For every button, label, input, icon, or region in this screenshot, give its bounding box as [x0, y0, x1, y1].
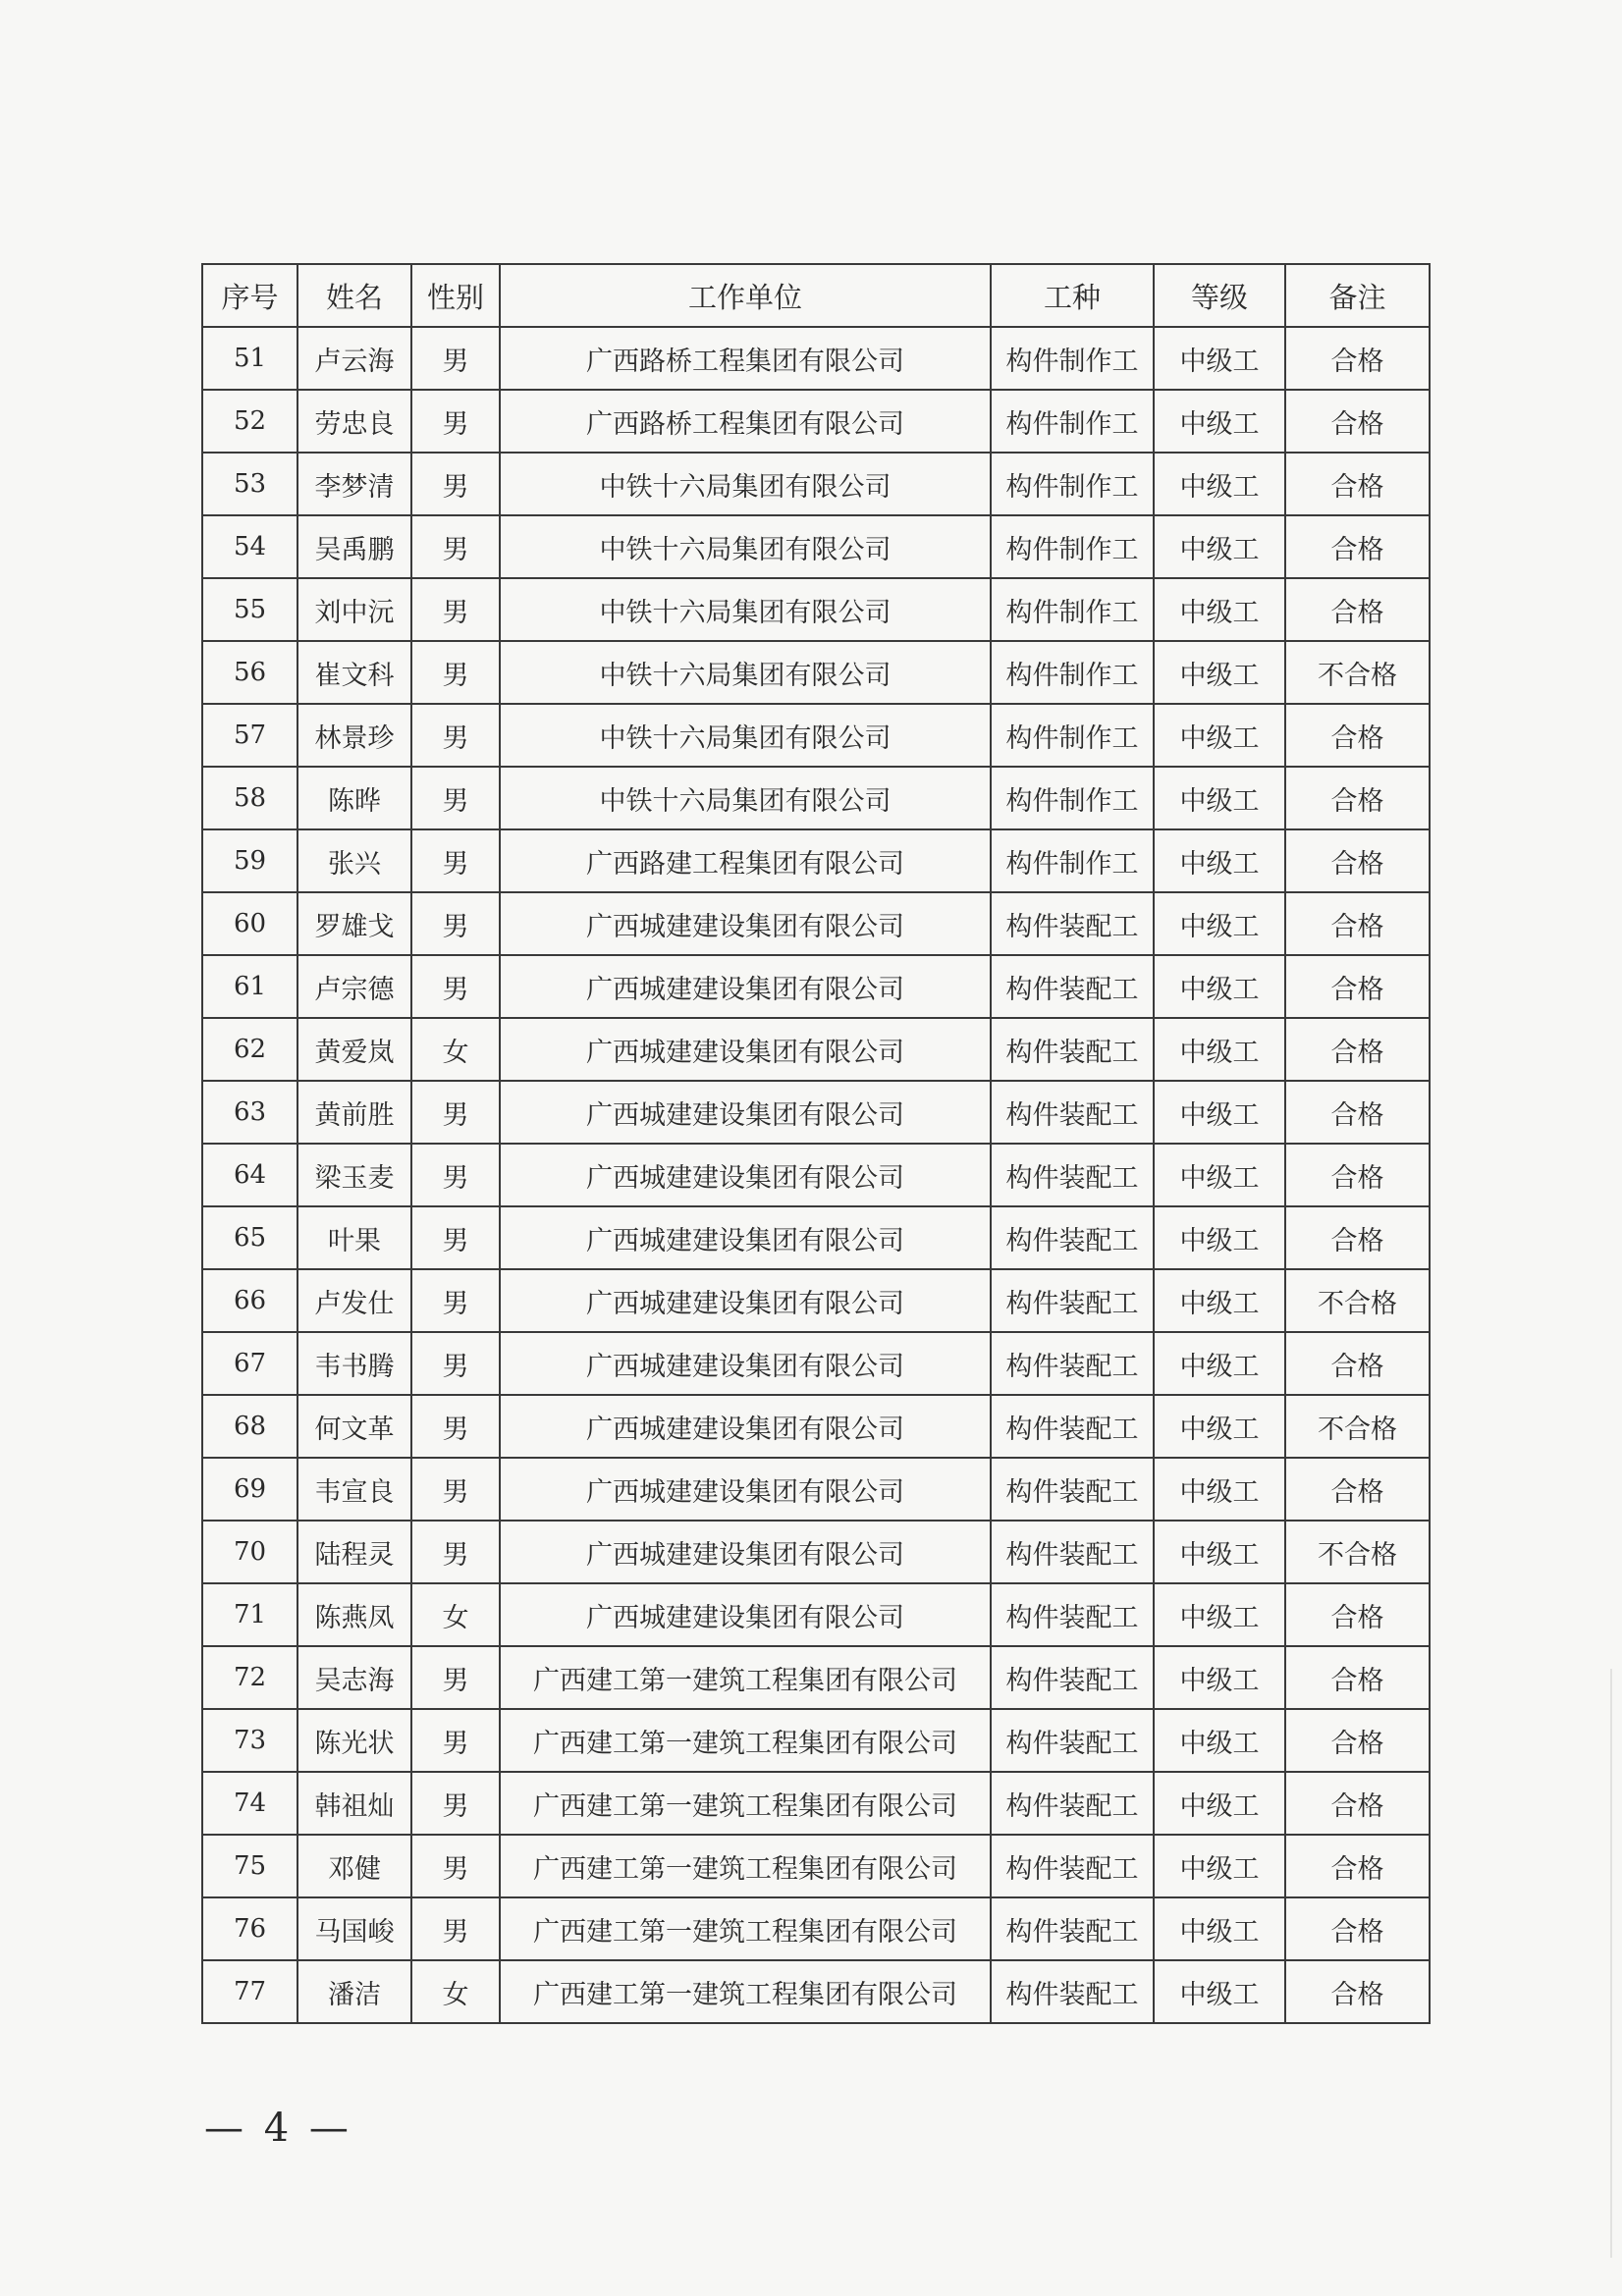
name-cell: 崔文科 [297, 641, 411, 704]
serial-cell: 61 [202, 955, 297, 1018]
employer-cell: 广西城建建设集团有限公司 [500, 1018, 991, 1081]
trade-cell: 构件装配工 [991, 1018, 1154, 1081]
serial-cell: 77 [202, 1960, 297, 2023]
table-row [202, 1835, 1430, 1897]
employer-cell: 广西路桥工程集团有限公司 [500, 327, 991, 390]
gender-cell: 男 [411, 390, 500, 453]
gender-cell: 男 [411, 955, 500, 1018]
table-row [202, 453, 1430, 515]
name-cell: 吴禹鹏 [297, 515, 411, 578]
grade-cell: 中级工 [1154, 1395, 1285, 1458]
table-row [202, 1144, 1430, 1206]
name-cell: 张兴 [297, 829, 411, 892]
gender-cell: 女 [411, 1583, 500, 1646]
grade-cell: 中级工 [1154, 892, 1285, 955]
table-row [202, 1332, 1430, 1395]
trade-cell: 构件装配工 [991, 955, 1154, 1018]
table-row [202, 829, 1430, 892]
remark-cell: 合格 [1285, 1332, 1430, 1395]
remark-cell: 合格 [1285, 1709, 1430, 1772]
trade-cell: 构件制作工 [991, 704, 1154, 767]
serial-cell: 75 [202, 1835, 297, 1897]
gender-cell: 男 [411, 1521, 500, 1583]
serial-cell: 56 [202, 641, 297, 704]
header-name: 姓名 [297, 264, 411, 327]
employer-cell: 广西城建建设集团有限公司 [500, 1206, 991, 1269]
gender-cell: 男 [411, 1144, 500, 1206]
remark-cell: 合格 [1285, 453, 1430, 515]
employer-cell: 广西城建建设集团有限公司 [500, 1458, 991, 1521]
serial-cell: 76 [202, 1897, 297, 1960]
name-cell: 卢发仕 [297, 1269, 411, 1332]
trade-cell: 构件装配工 [991, 1772, 1154, 1835]
remark-cell: 合格 [1285, 1772, 1430, 1835]
employer-cell: 广西城建建设集团有限公司 [500, 1583, 991, 1646]
name-cell: 卢宗德 [297, 955, 411, 1018]
employer-cell: 广西城建建设集团有限公司 [500, 1144, 991, 1206]
name-cell: 李梦清 [297, 453, 411, 515]
gender-cell: 男 [411, 704, 500, 767]
remark-cell: 合格 [1285, 955, 1430, 1018]
header-grade: 等级 [1154, 264, 1285, 327]
table-row [202, 704, 1430, 767]
remark-cell: 合格 [1285, 1144, 1430, 1206]
remark-cell: 不合格 [1285, 1521, 1430, 1583]
gender-cell: 男 [411, 515, 500, 578]
serial-cell: 70 [202, 1521, 297, 1583]
employer-cell: 广西建工第一建筑工程集团有限公司 [500, 1646, 991, 1709]
serial-cell: 68 [202, 1395, 297, 1458]
table-row [202, 1709, 1430, 1772]
gender-cell: 男 [411, 1332, 500, 1395]
trade-cell: 构件装配工 [991, 1960, 1154, 2023]
serial-cell: 51 [202, 327, 297, 390]
table-row [202, 1081, 1430, 1144]
trade-cell: 构件装配工 [991, 1646, 1154, 1709]
table-row [202, 1897, 1430, 1960]
table-row [202, 1395, 1430, 1458]
name-cell: 林景珍 [297, 704, 411, 767]
trade-cell: 构件制作工 [991, 327, 1154, 390]
grade-cell: 中级工 [1154, 1332, 1285, 1395]
trade-cell: 构件装配工 [991, 1081, 1154, 1144]
remark-cell: 合格 [1285, 390, 1430, 453]
name-cell: 卢云海 [297, 327, 411, 390]
remark-cell: 合格 [1285, 1897, 1430, 1960]
table-row [202, 1960, 1430, 2023]
name-cell: 韩祖灿 [297, 1772, 411, 1835]
name-cell: 陆程灵 [297, 1521, 411, 1583]
serial-cell: 71 [202, 1583, 297, 1646]
name-cell: 陈晔 [297, 767, 411, 829]
remark-cell: 不合格 [1285, 1269, 1430, 1332]
serial-cell: 62 [202, 1018, 297, 1081]
scan-edge-line [1610, 1669, 1612, 2258]
trade-cell: 构件装配工 [991, 1521, 1154, 1583]
grade-cell: 中级工 [1154, 767, 1285, 829]
name-cell: 陈光状 [297, 1709, 411, 1772]
grade-cell: 中级工 [1154, 1521, 1285, 1583]
serial-cell: 59 [202, 829, 297, 892]
header-remark: 备注 [1285, 264, 1430, 327]
name-cell: 韦书腾 [297, 1332, 411, 1395]
trade-cell: 构件制作工 [991, 641, 1154, 704]
table-row [202, 578, 1430, 641]
serial-cell: 60 [202, 892, 297, 955]
gender-cell: 男 [411, 641, 500, 704]
remark-cell: 不合格 [1285, 641, 1430, 704]
table-row [202, 892, 1430, 955]
employer-cell: 广西城建建设集团有限公司 [500, 892, 991, 955]
grade-cell: 中级工 [1154, 1960, 1285, 2023]
name-cell: 叶果 [297, 1206, 411, 1269]
employer-cell: 广西建工第一建筑工程集团有限公司 [500, 1835, 991, 1897]
serial-cell: 57 [202, 704, 297, 767]
name-cell: 邓健 [297, 1835, 411, 1897]
gender-cell: 女 [411, 1018, 500, 1081]
trade-cell: 构件制作工 [991, 453, 1154, 515]
name-cell: 吴志海 [297, 1646, 411, 1709]
remark-cell: 合格 [1285, 1458, 1430, 1521]
gender-cell: 女 [411, 1960, 500, 2023]
trade-cell: 构件制作工 [991, 578, 1154, 641]
results-table [201, 263, 1431, 2024]
table-row [202, 1206, 1430, 1269]
remark-cell: 合格 [1285, 1081, 1430, 1144]
serial-cell: 72 [202, 1646, 297, 1709]
grade-cell: 中级工 [1154, 1081, 1285, 1144]
employer-cell: 中铁十六局集团有限公司 [500, 453, 991, 515]
gender-cell: 男 [411, 327, 500, 390]
table-row [202, 1269, 1430, 1332]
table-row [202, 641, 1430, 704]
trade-cell: 构件装配工 [991, 1583, 1154, 1646]
name-cell: 何文革 [297, 1395, 411, 1458]
employer-cell: 广西路桥工程集团有限公司 [500, 390, 991, 453]
name-cell: 劳忠良 [297, 390, 411, 453]
employer-cell: 中铁十六局集团有限公司 [500, 704, 991, 767]
grade-cell: 中级工 [1154, 1583, 1285, 1646]
name-cell: 刘中沅 [297, 578, 411, 641]
trade-cell: 构件装配工 [991, 1709, 1154, 1772]
gender-cell: 男 [411, 1206, 500, 1269]
serial-cell: 67 [202, 1332, 297, 1395]
header-trade: 工种 [991, 264, 1154, 327]
trade-cell: 构件装配工 [991, 1144, 1154, 1206]
employer-cell: 中铁十六局集团有限公司 [500, 578, 991, 641]
employer-cell: 广西城建建设集团有限公司 [500, 1521, 991, 1583]
serial-cell: 65 [202, 1206, 297, 1269]
serial-cell: 74 [202, 1772, 297, 1835]
table-row [202, 1646, 1430, 1709]
gender-cell: 男 [411, 1081, 500, 1144]
gender-cell: 男 [411, 578, 500, 641]
remark-cell: 合格 [1285, 1835, 1430, 1897]
employer-cell: 广西建工第一建筑工程集团有限公司 [500, 1772, 991, 1835]
header-serial: 序号 [202, 264, 297, 327]
grade-cell: 中级工 [1154, 515, 1285, 578]
grade-cell: 中级工 [1154, 1458, 1285, 1521]
table-row [202, 390, 1430, 453]
trade-cell: 构件制作工 [991, 829, 1154, 892]
remark-cell: 合格 [1285, 578, 1430, 641]
name-cell: 黄前胜 [297, 1081, 411, 1144]
grade-cell: 中级工 [1154, 1646, 1285, 1709]
header-employer: 工作单位 [500, 264, 991, 327]
trade-cell: 构件装配工 [991, 1269, 1154, 1332]
trade-cell: 构件装配工 [991, 1458, 1154, 1521]
trade-cell: 构件制作工 [991, 767, 1154, 829]
employer-cell: 广西城建建设集团有限公司 [500, 955, 991, 1018]
table-row [202, 1458, 1430, 1521]
grade-cell: 中级工 [1154, 1709, 1285, 1772]
remark-cell: 合格 [1285, 704, 1430, 767]
employer-cell: 广西建工第一建筑工程集团有限公司 [500, 1897, 991, 1960]
employer-cell: 广西城建建设集团有限公司 [500, 1269, 991, 1332]
name-cell: 马国峻 [297, 1897, 411, 1960]
employer-cell: 中铁十六局集团有限公司 [500, 641, 991, 704]
grade-cell: 中级工 [1154, 1144, 1285, 1206]
grade-cell: 中级工 [1154, 1206, 1285, 1269]
remark-cell: 合格 [1285, 1646, 1430, 1709]
serial-cell: 63 [202, 1081, 297, 1144]
table-row [202, 767, 1430, 829]
employer-cell: 广西城建建设集团有限公司 [500, 1081, 991, 1144]
name-cell: 潘洁 [297, 1960, 411, 2023]
table-row [202, 955, 1430, 1018]
table-row [202, 515, 1430, 578]
gender-cell: 男 [411, 1835, 500, 1897]
serial-cell: 53 [202, 453, 297, 515]
remark-cell: 合格 [1285, 1583, 1430, 1646]
grade-cell: 中级工 [1154, 390, 1285, 453]
name-cell: 梁玉麦 [297, 1144, 411, 1206]
remark-cell: 合格 [1285, 1960, 1430, 2023]
remark-cell: 合格 [1285, 1018, 1430, 1081]
grade-cell: 中级工 [1154, 1772, 1285, 1835]
serial-cell: 69 [202, 1458, 297, 1521]
trade-cell: 构件装配工 [991, 1395, 1154, 1458]
table-row [202, 1018, 1430, 1081]
remark-cell: 合格 [1285, 767, 1430, 829]
table-row [202, 1583, 1430, 1646]
gender-cell: 男 [411, 829, 500, 892]
serial-cell: 64 [202, 1144, 297, 1206]
trade-cell: 构件制作工 [991, 515, 1154, 578]
grade-cell: 中级工 [1154, 641, 1285, 704]
trade-cell: 构件制作工 [991, 390, 1154, 453]
trade-cell: 构件装配工 [991, 1835, 1154, 1897]
grade-cell: 中级工 [1154, 955, 1285, 1018]
serial-cell: 66 [202, 1269, 297, 1332]
grade-cell: 中级工 [1154, 453, 1285, 515]
serial-cell: 55 [202, 578, 297, 641]
grade-cell: 中级工 [1154, 1897, 1285, 1960]
employer-cell: 广西建工第一建筑工程集团有限公司 [500, 1709, 991, 1772]
gender-cell: 男 [411, 1772, 500, 1835]
gender-cell: 男 [411, 767, 500, 829]
employer-cell: 广西路建工程集团有限公司 [500, 829, 991, 892]
trade-cell: 构件装配工 [991, 1206, 1154, 1269]
table-row [202, 1772, 1430, 1835]
table-body [202, 327, 1430, 2023]
gender-cell: 男 [411, 1269, 500, 1332]
grade-cell: 中级工 [1154, 1269, 1285, 1332]
remark-cell: 不合格 [1285, 1395, 1430, 1458]
name-cell: 黄爱岚 [297, 1018, 411, 1081]
employer-cell: 中铁十六局集团有限公司 [500, 515, 991, 578]
table-header-row [202, 264, 1430, 327]
remark-cell: 合格 [1285, 892, 1430, 955]
name-cell: 韦宣良 [297, 1458, 411, 1521]
grade-cell: 中级工 [1154, 1018, 1285, 1081]
serial-cell: 73 [202, 1709, 297, 1772]
trade-cell: 构件装配工 [991, 1897, 1154, 1960]
grade-cell: 中级工 [1154, 704, 1285, 767]
name-cell: 罗雄戈 [297, 892, 411, 955]
page-number: — 4 — [204, 2106, 352, 2151]
grade-cell: 中级工 [1154, 829, 1285, 892]
trade-cell: 构件装配工 [991, 892, 1154, 955]
name-cell: 陈燕凤 [297, 1583, 411, 1646]
gender-cell: 男 [411, 892, 500, 955]
gender-cell: 男 [411, 1458, 500, 1521]
employer-cell: 广西城建建设集团有限公司 [500, 1395, 991, 1458]
table-row [202, 327, 1430, 390]
serial-cell: 54 [202, 515, 297, 578]
serial-cell: 52 [202, 390, 297, 453]
header-gender: 性别 [411, 264, 500, 327]
grade-cell: 中级工 [1154, 327, 1285, 390]
serial-cell: 58 [202, 767, 297, 829]
remark-cell: 合格 [1285, 327, 1430, 390]
table-row [202, 1521, 1430, 1583]
gender-cell: 男 [411, 453, 500, 515]
employer-cell: 中铁十六局集团有限公司 [500, 767, 991, 829]
employer-cell: 广西建工第一建筑工程集团有限公司 [500, 1960, 991, 2023]
trade-cell: 构件装配工 [991, 1332, 1154, 1395]
gender-cell: 男 [411, 1709, 500, 1772]
remark-cell: 合格 [1285, 515, 1430, 578]
grade-cell: 中级工 [1154, 1835, 1285, 1897]
gender-cell: 男 [411, 1897, 500, 1960]
gender-cell: 男 [411, 1395, 500, 1458]
remark-cell: 合格 [1285, 1206, 1430, 1269]
employer-cell: 广西城建建设集团有限公司 [500, 1332, 991, 1395]
grade-cell: 中级工 [1154, 578, 1285, 641]
gender-cell: 男 [411, 1646, 500, 1709]
remark-cell: 合格 [1285, 829, 1430, 892]
